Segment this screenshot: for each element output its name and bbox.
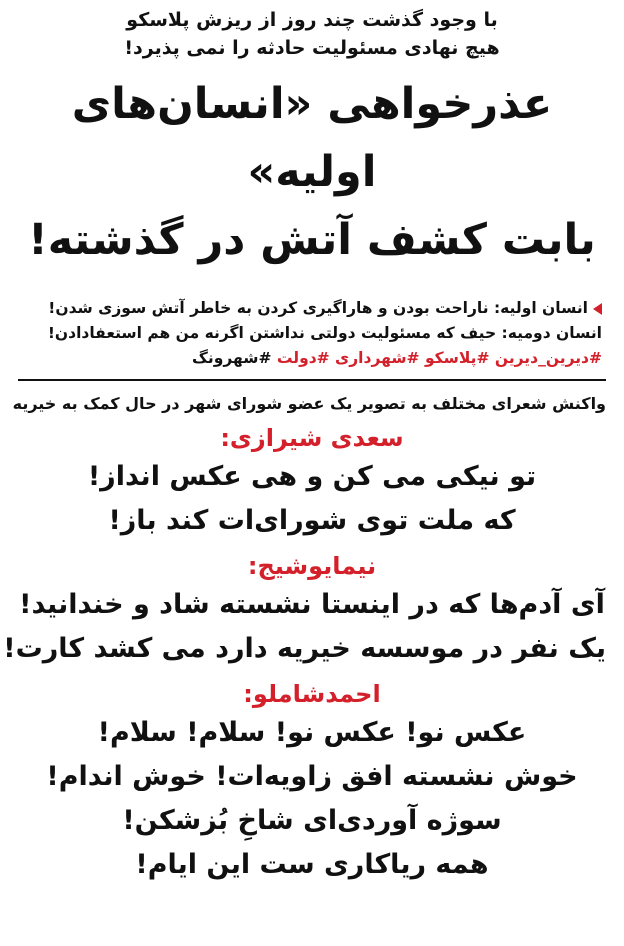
headline-line: عذرخواهی «انسان‌های اولیه»: [71, 79, 553, 197]
verse-line: عکس نو! عکس نو! سلام! سلام!: [97, 717, 527, 748]
dialog-block: [18, 296, 606, 371]
kicker: [18, 6, 606, 62]
newspaper-page: [0, 6, 624, 946]
hashtag-plain: #شهرونگ: [192, 349, 277, 367]
verse-line: سوژه آوردی‌ای شاخِ بُزشکن!: [122, 805, 502, 836]
verse-line: همه ریاکاری ست این ایام!: [135, 849, 489, 880]
poem: [3, 549, 606, 671]
verse-line: که ملت توی شورای‌ات کند باز!: [108, 505, 516, 536]
hashtags-red: #دیرین_دیرین #پلاسکو #شهرداری #دولت: [276, 349, 602, 367]
kicker-line: هیچ نهادی مسئولیت حادثه را نمی پذیرد!: [124, 37, 500, 59]
poem: [18, 421, 606, 543]
red-triangle-bullet-icon: [593, 303, 602, 315]
dialog-line: انسان دومیه: حیف که مسئولیت دولتی نداشتن اگرنه من هم استعفادادن!: [47, 324, 602, 342]
verse-line: خوش نشسته افق زاویه‌ات! خوش اندام!: [46, 761, 578, 792]
headline: [18, 70, 606, 274]
poet-name: سعدی شیرازی:: [220, 424, 404, 452]
poet-name: نیمایوشیج:: [247, 552, 377, 580]
verse-line: تو نیکی می کن و هی عکس انداز!: [87, 461, 537, 492]
poet-name: احمدشاملو:: [243, 680, 381, 708]
kicker-line: با وجود گذشت چند روز از ریزش پلاسکو: [126, 9, 498, 31]
dialog-text: انسان اولیه: ناراحت بودن و هاراگیری کردن به خاطر آتش سوزی شدن!: [48, 299, 588, 317]
verse-line: آی آدم‌ها که در اینستا نشسته شاد و خندانید!: [19, 589, 605, 620]
poem: [18, 677, 606, 887]
headline-line: بابت کشف آتش در گذشته!: [28, 215, 596, 265]
hashtags: [18, 346, 602, 371]
divider: [18, 379, 606, 381]
verse-line: یک نفر در موسسه خیریه دارد می کشد کارت!: [3, 633, 606, 664]
poems-intro: واکنش شعرای مختلف به تصویر یک عضو شورای شهر در حال کمک به خیریه: [12, 394, 606, 413]
dialog-line: [18, 296, 602, 321]
